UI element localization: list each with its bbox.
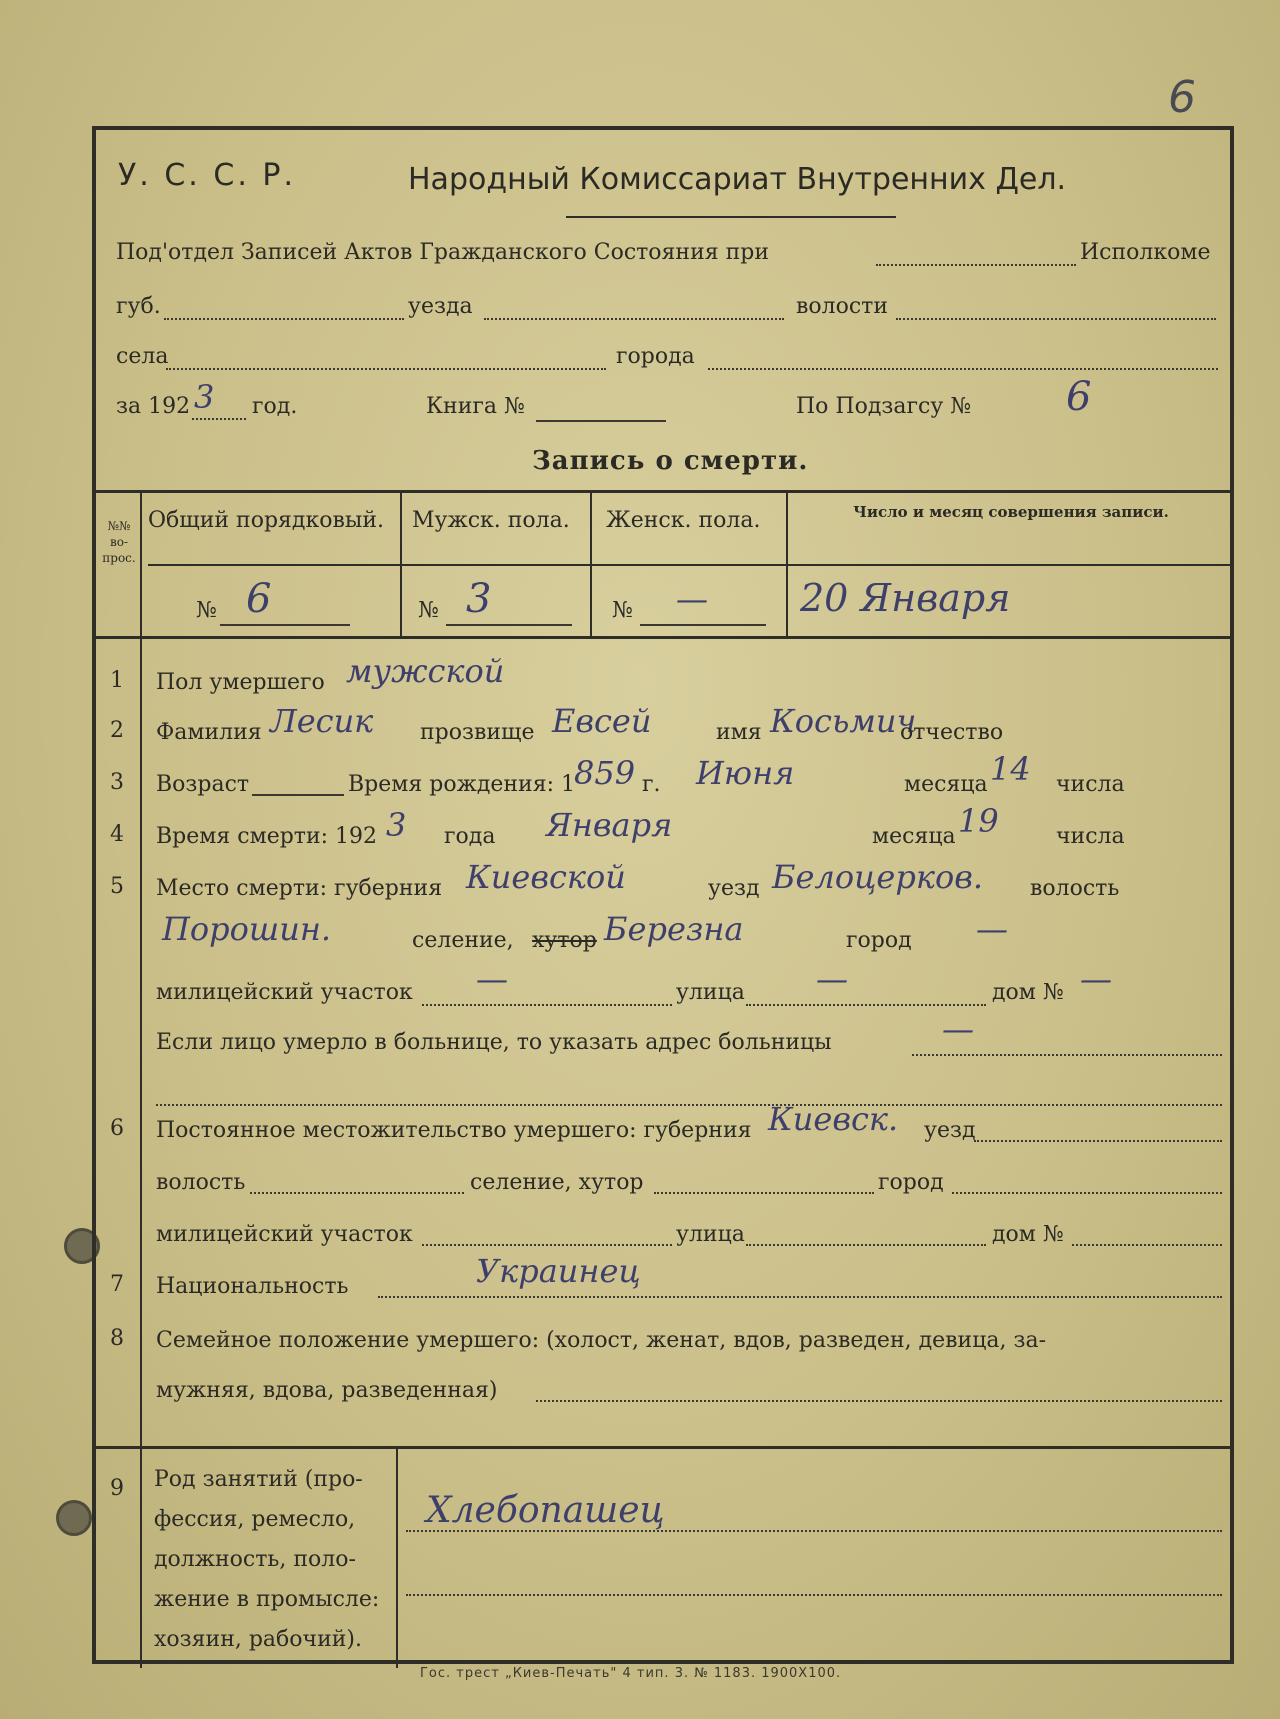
residence-house-label: дом №: [992, 1222, 1064, 1247]
female-no-field: [640, 624, 766, 626]
hospital-field-line-2: [156, 1104, 1222, 1106]
given-name-label: имя: [716, 720, 762, 745]
residence-gorod-field: [952, 1192, 1222, 1194]
residence-house-field: [1072, 1244, 1222, 1246]
death-place-label: Место смерти: губерния: [156, 876, 443, 901]
row-number-9: 9: [110, 1476, 124, 1501]
uezd-field: [484, 318, 784, 320]
occupation-label-3: должность, поло-: [154, 1547, 356, 1572]
row-number-4: 4: [110, 822, 124, 847]
year-field: [192, 418, 246, 420]
death-uezd-label: уезд: [708, 876, 760, 901]
birth-month-label: месяца: [904, 772, 988, 797]
subdivision-label: По Подзагсу №: [796, 394, 972, 419]
birth-year-handwritten: 859: [574, 754, 636, 792]
republic-heading: У. С. С. Р.: [118, 158, 297, 193]
death-time-label: Время смерти: 192: [156, 824, 378, 849]
residence-street-field: [746, 1244, 986, 1246]
row-number-7: 7: [110, 1272, 124, 1297]
death-gub-handwritten: Киевской: [466, 858, 626, 896]
row-number-2: 2: [110, 718, 124, 743]
sela-label: села: [116, 344, 169, 369]
executive-committee-field: [876, 264, 1076, 266]
given-name-handwritten: Косьмич: [770, 702, 917, 740]
residence-militia-field: [422, 1244, 672, 1246]
death-selenie-label: селение,: [412, 928, 514, 953]
birth-g-label: г.: [642, 772, 661, 797]
binding-hole-bottom: [56, 1500, 92, 1536]
female-no-label: №: [612, 598, 633, 623]
year-handwritten: 3: [194, 378, 215, 416]
occupation-divider: [396, 1446, 398, 1668]
age-label: Возраст: [156, 772, 250, 797]
death-uezd-handwritten: Белоцерков.: [772, 858, 984, 896]
residence-label: Постоянное местожительство умершего: губерния: [156, 1118, 752, 1143]
residence-uezd-label: уезд: [924, 1118, 976, 1143]
birth-time-label: Время рождения: 1: [348, 772, 575, 797]
col-num-header: №№ во-прос.: [102, 519, 136, 565]
death-gorod-handwritten: —: [976, 910, 1008, 948]
occupation-label-1: Род занятий (про-: [154, 1467, 363, 1492]
goroda-field: [708, 368, 1218, 370]
death-militia-field: [422, 1004, 672, 1006]
col-date-header: Число и месяц совершения записи.: [853, 503, 1169, 521]
residence-selenie-label: селение, хутор: [470, 1170, 644, 1195]
nationality-handwritten: Украинец: [476, 1252, 641, 1290]
death-house-label: дом №: [992, 980, 1064, 1005]
male-no-label: №: [418, 598, 439, 623]
volost-field: [896, 318, 1216, 320]
general-no-field: [220, 624, 350, 626]
birth-day-label: числа: [1056, 772, 1125, 797]
death-volost-label: волость: [1030, 876, 1120, 901]
general-no-label: №: [196, 598, 217, 623]
hospital-label: Если лицо умерло в больнице, то указать адрес больницы: [156, 1030, 832, 1055]
row-number-1: 1: [110, 668, 124, 693]
occupation-label-5: хозяин, рабочий).: [154, 1627, 362, 1652]
general-no-handwritten: 6: [246, 576, 272, 622]
occupation-label-4: жение в промысле:: [154, 1587, 380, 1612]
residence-gorod-label: город: [878, 1170, 944, 1195]
death-militia-handwritten: —: [476, 960, 508, 998]
residence-militia-label: милицейский участок: [156, 1222, 413, 1247]
deceased-sex-label: Пол умершего: [156, 670, 325, 695]
male-no-handwritten: 3: [466, 576, 492, 622]
nationality-label: Национальность: [156, 1274, 349, 1299]
registry-subdept-label: Под'отдел Записей Актов Гражданского Состояния при: [116, 240, 770, 265]
occupation-label-2: фессия, ремесло,: [154, 1507, 356, 1532]
page-number: 6: [1168, 72, 1196, 123]
col-divider-1: [400, 490, 402, 636]
number-column-divider: [140, 490, 142, 1668]
death-month-handwritten: Января: [546, 806, 673, 844]
residence-gub-handwritten: Киевск.: [768, 1100, 899, 1138]
birth-day-handwritten: 14: [990, 750, 1031, 788]
patronymic-label: отчество: [900, 720, 1004, 745]
col-female-header: Женск. пола.: [606, 508, 761, 533]
col-divider-3: [786, 490, 788, 636]
death-day-label: числа: [1056, 824, 1125, 849]
occupation-section-border: [96, 1446, 1230, 1449]
birth-month-handwritten: Июня: [696, 754, 795, 792]
goroda-label: города: [616, 344, 695, 369]
hospital-field: [912, 1054, 1222, 1056]
nickname-label: прозвище: [420, 720, 535, 745]
occupation-field-1: [406, 1530, 1222, 1532]
volost-label: волости: [796, 294, 889, 319]
marital-status-label: Семейное положение умершего: (холост, женат, вдов, разведен, девица, за-: [156, 1328, 1047, 1353]
marital-status-label-2: мужняя, вдова, разведенная): [156, 1378, 498, 1403]
death-month-label: месяца: [872, 824, 956, 849]
uezd-label: уезда: [408, 294, 473, 319]
death-gorod-label: город: [846, 928, 912, 953]
gub-label: губ.: [116, 294, 161, 319]
record-date-handwritten: 20 Января: [800, 576, 1011, 620]
gub-field: [164, 318, 404, 320]
executive-committee-label: Исполкоме: [1080, 240, 1211, 265]
death-khutor-label: хутор: [532, 928, 597, 953]
book-field: [536, 420, 666, 422]
female-no-handwritten: —: [676, 580, 708, 618]
row-number-8: 8: [110, 1326, 124, 1351]
col-male-header: Мужск. пола.: [412, 508, 570, 533]
commissariat-heading: Народный Комиссариат Внутренних Дел.: [408, 162, 1067, 197]
death-volost-handwritten: Порошин.: [162, 910, 332, 948]
row-number-6: 6: [110, 1116, 124, 1141]
row-number-5: 5: [110, 874, 124, 899]
residence-volost-label: волость: [156, 1170, 246, 1195]
subdivision-handwritten: 6: [1066, 374, 1092, 420]
death-street-field: [746, 1004, 986, 1006]
surname-handwritten: Лесик: [270, 702, 374, 740]
table-mid-border: [148, 564, 1230, 566]
col-general-header: Общий порядковый.: [148, 508, 385, 533]
residence-volost-field: [250, 1192, 464, 1194]
year-label: за 192: [116, 394, 191, 419]
male-no-field: [446, 624, 572, 626]
death-record-form: [92, 126, 1234, 1664]
death-militia-label: милицейский участок: [156, 980, 413, 1005]
death-day-handwritten: 19: [958, 802, 999, 840]
nickname-handwritten: Евсей: [552, 702, 652, 740]
year-suffix: год.: [252, 394, 298, 419]
death-goda-label: года: [444, 824, 496, 849]
death-year-handwritten: 3: [386, 806, 407, 844]
residence-uezd-field: [974, 1140, 1222, 1142]
occupation-handwritten: Хлебопашец: [426, 1490, 665, 1531]
heading-divider: [566, 216, 896, 218]
row-number-3: 3: [110, 770, 124, 795]
printer-imprint: Гос. трест „Киев-Печать" 4 тип. 3. № 1183. 1900Х100.: [420, 1666, 842, 1681]
col-divider-2: [590, 490, 592, 636]
book-label: Книга №: [426, 394, 525, 419]
sela-field: [166, 368, 606, 370]
occupation-field-2: [406, 1594, 1222, 1596]
death-village-handwritten: Березна: [604, 910, 744, 948]
deceased-sex-handwritten: мужской: [346, 652, 505, 690]
table-bottom-border: [96, 636, 1230, 639]
hospital-handwritten: —: [942, 1010, 974, 1048]
surname-label: Фамилия: [156, 720, 262, 745]
death-street-label: улица: [676, 980, 745, 1005]
table-top-border: [96, 490, 1230, 493]
death-house-handwritten: —: [1080, 960, 1112, 998]
age-field: [252, 794, 344, 796]
marital-status-field: [536, 1400, 1222, 1402]
death-street-handwritten: —: [816, 960, 848, 998]
residence-selenie-field: [654, 1192, 874, 1194]
residence-street-label: улица: [676, 1222, 745, 1247]
record-title: Запись о смерти.: [532, 446, 809, 476]
nationality-field: [378, 1296, 1222, 1298]
